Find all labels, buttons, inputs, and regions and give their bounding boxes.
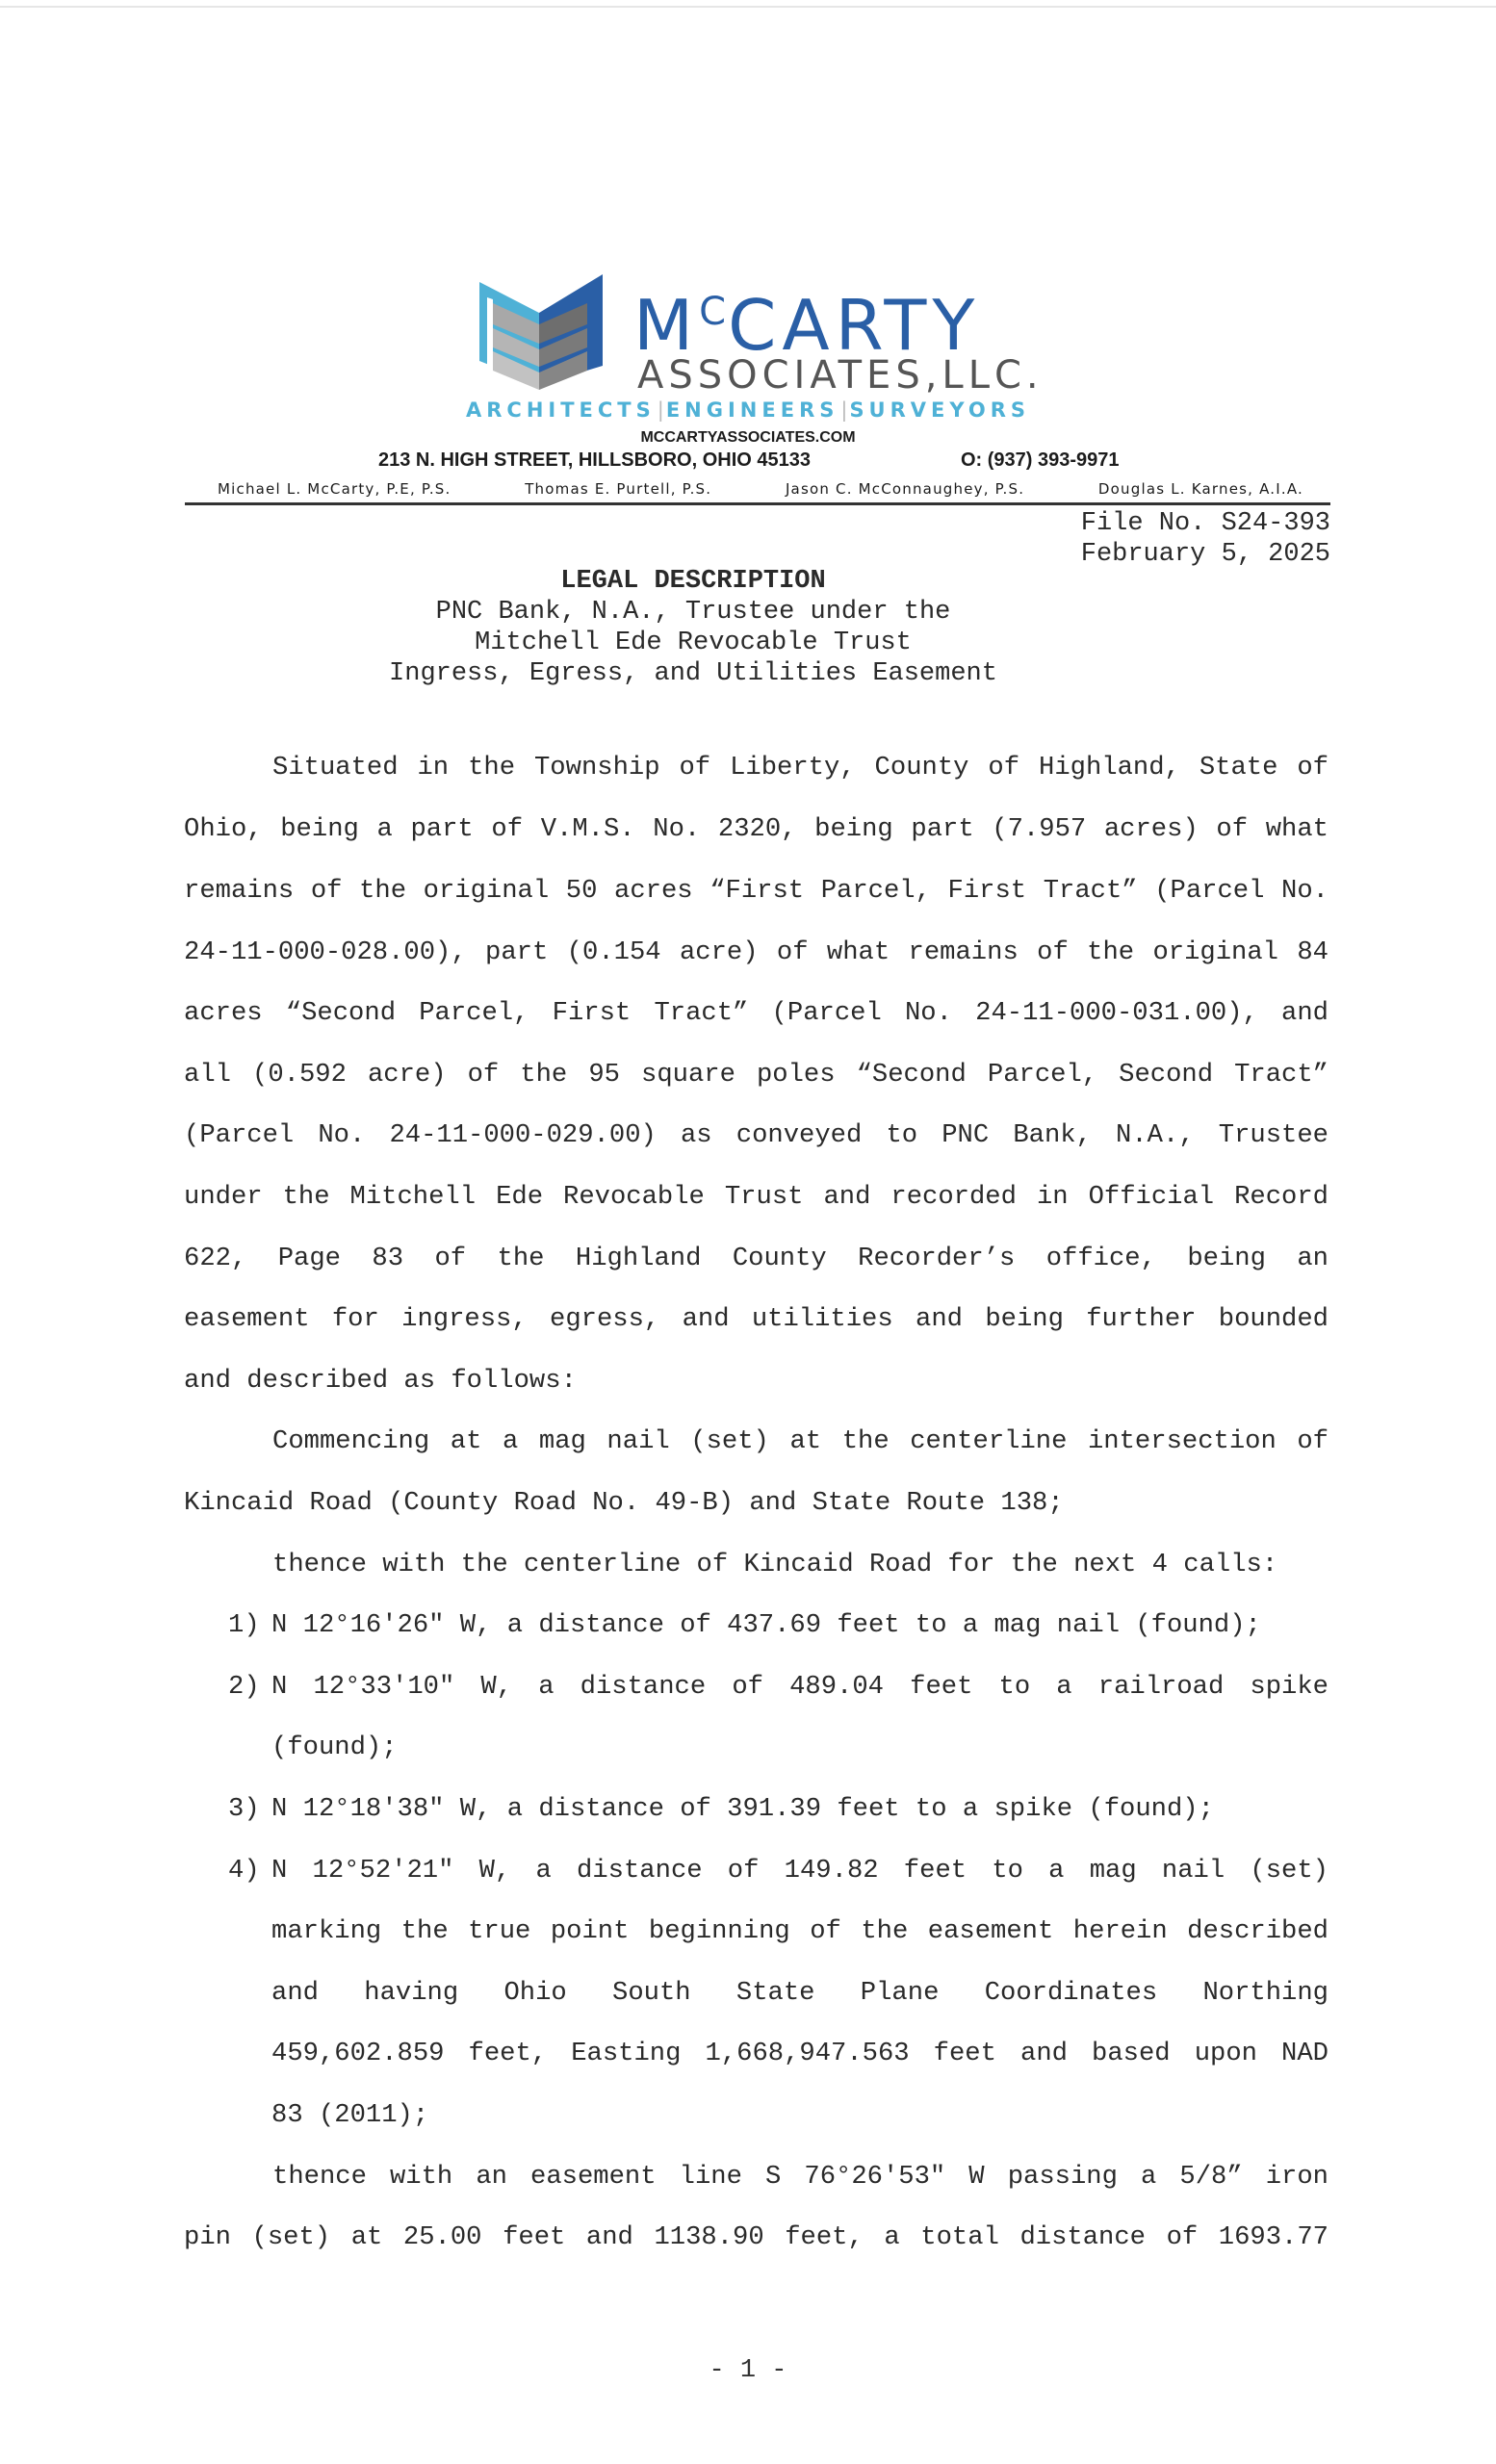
call-number: 4) — [228, 1856, 260, 1886]
discipline-surveyors: SURVEYORS — [849, 398, 1030, 422]
file-number: File No. S24-393 — [1080, 509, 1330, 538]
call-number: 1) — [228, 1610, 260, 1640]
call-number: 3) — [228, 1794, 260, 1824]
body-line: all (0.592 acre) of the 95 square poles “Second Parcel, Second Tract” — [184, 1060, 1328, 1090]
company-address: 213 N. HIGH STREET, HILLSBORO, OHIO 45133 — [378, 449, 812, 471]
body-line: Commencing at a mag nail (set) at the centerline intersection of — [272, 1426, 1328, 1456]
body-line: Ohio, being a part of V.M.S. No. 2320, being part (7.957 acres) of what — [184, 814, 1328, 844]
logo-prefix: M — [633, 285, 700, 366]
company-phone: O: (937) 393-9971 — [961, 449, 1120, 471]
logo-associates: ASSOCIATES,LLC. — [637, 353, 1044, 398]
discipline-architects: ARCHITECTS — [465, 398, 656, 422]
body-line: 622, Page 83 of the Highland County Recorder’s office, being an — [184, 1244, 1328, 1273]
body-line: easement for ingress, egress, and utilities and being further bounded — [184, 1304, 1328, 1334]
principal: Michael L. McCarty, P.E, P.S. — [218, 480, 451, 498]
subtitle-line: Ingress, Egress, and Utilities Easement — [389, 659, 997, 688]
principals-list — [218, 480, 1303, 498]
principal: Jason C. McConnaughey, P.S. — [785, 480, 1025, 498]
divider: | — [840, 398, 848, 422]
discipline-engineers: ENGINEERS — [665, 398, 839, 422]
call-line: N 12°18'38" W, a distance of 391.39 feet to a spike (found); — [271, 1794, 1214, 1824]
logo-name-text: CARTY — [728, 285, 981, 366]
letterhead-divider — [185, 502, 1330, 505]
subtitle-line: PNC Bank, N.A., Trustee under the — [435, 598, 951, 627]
logo-m-building-icon — [479, 274, 605, 395]
logo-company-name — [633, 285, 981, 366]
body-line: and described as follows: — [184, 1366, 577, 1396]
body-line: (Parcel No. 24-11-000-029.00) as conveyed to PNC Bank, N.A., Trustee — [184, 1120, 1328, 1150]
body-line: under the Mitchell Ede Revocable Trust and recorded in Official Record — [184, 1182, 1328, 1212]
body-line: remains of the original 50 acres “First Parcel, First Tract” (Parcel No. — [184, 876, 1328, 906]
body-line: acres “Second Parcel, First Tract” (Parcel No. 24-11-000-031.00), and — [184, 998, 1328, 1028]
company-logo — [472, 270, 1049, 414]
call-line: and having Ohio South State Plane Coordinates Northing — [271, 1978, 1328, 2008]
call-line: 459,602.859 feet, Easting 1,668,947.563 feet and based upon NAD — [271, 2039, 1328, 2068]
document-title: LEGAL DESCRIPTION — [560, 567, 826, 596]
body-line: thence with an easement line S 76°26'53" W passing a 5/8” iron — [272, 2162, 1328, 2192]
call-line: N 12°16'26" W, a distance of 437.69 feet to a mag nail (found); — [271, 1610, 1261, 1640]
scan-edge-line — [0, 6, 1496, 8]
call-line: N 12°52'21" W, a distance of 149.82 feet to a mag nail (set) — [271, 1856, 1328, 1886]
body-line: thence with the centerline of Kincaid Road for the next 4 calls: — [272, 1550, 1278, 1579]
subtitle-line: Mitchell Ede Revocable Trust — [475, 629, 912, 657]
body-line: Kincaid Road (County Road No. 49-B) and State Route 138; — [184, 1488, 1064, 1518]
page-number: - 1 - — [709, 2356, 787, 2385]
principal: Thomas E. Purtell, P.S. — [525, 480, 712, 498]
disciplines-line — [0, 398, 1496, 422]
principal: Douglas L. Karnes, A.I.A. — [1097, 480, 1303, 498]
document-date: February 5, 2025 — [1080, 540, 1330, 569]
company-website: MCCARTYASSOCIATES.COM — [640, 429, 856, 446]
body-line: pin (set) at 25.00 feet and 1138.90 feet, a total distance of 1693.77 — [184, 2222, 1328, 2252]
call-line: (found); — [271, 1732, 398, 1762]
call-line: marking the true point beginning of the easement herein described — [271, 1916, 1328, 1946]
call-number: 2) — [228, 1672, 260, 1702]
logo-superscript: C — [699, 290, 727, 334]
body-line: Situated in the Township of Liberty, County of Highland, State of — [272, 753, 1328, 783]
call-line: N 12°33'10" W, a distance of 489.04 feet to a railroad spike — [271, 1672, 1328, 1702]
body-line: 24-11-000-028.00), part (0.154 acre) of what remains of the original 84 — [184, 937, 1328, 967]
call-line: 83 (2011); — [271, 2100, 429, 2130]
divider: | — [657, 398, 664, 422]
